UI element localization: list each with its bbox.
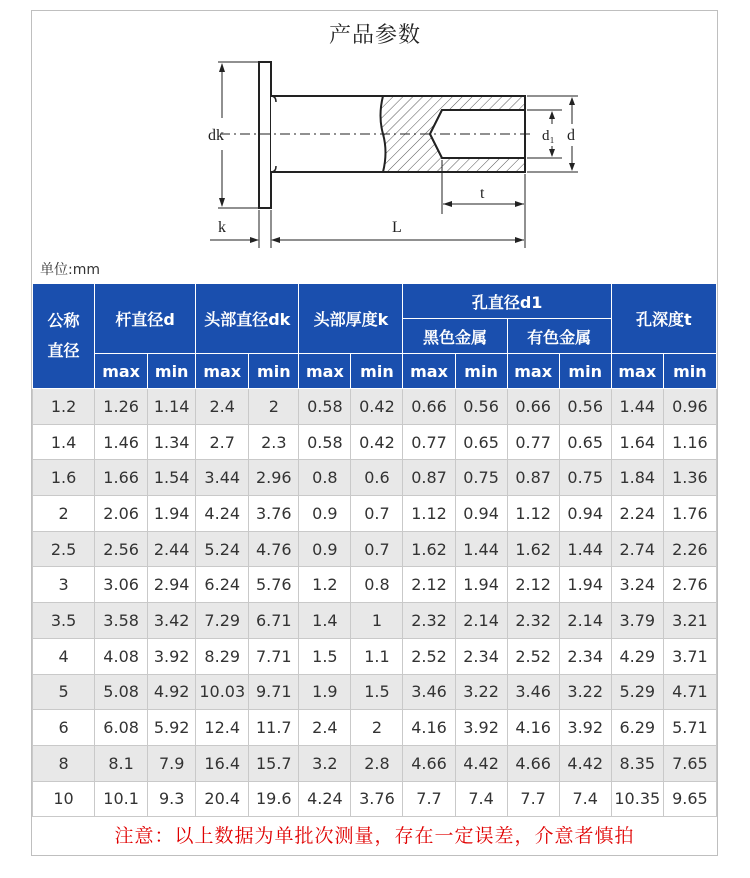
header-rod-diameter: 杆直径d [95,284,196,354]
value-cell: 0.77 [403,424,455,460]
value-cell: 2.26 [663,531,716,567]
value-cell: 4.42 [559,745,611,781]
value-cell: 3.22 [455,674,507,710]
value-cell: 7.9 [148,745,196,781]
header-nonferrous-metal: 有色金属 [507,319,611,354]
value-cell: 15.7 [249,745,299,781]
unit-label: 单位:mm [40,262,100,278]
value-cell: 0.66 [403,389,455,425]
value-cell: 2.4 [299,710,351,746]
value-cell: 0.7 [351,496,403,532]
t-label: t [480,185,485,202]
value-cell: 0.58 [299,424,351,460]
value-cell: 1.62 [507,531,559,567]
value-cell: 2.7 [196,424,249,460]
header-max: max [611,354,663,389]
value-cell: 4.16 [507,710,559,746]
nominal-cell: 2 [33,496,95,532]
value-cell: 1.94 [148,496,196,532]
value-cell: 19.6 [249,781,299,817]
value-cell: 4.66 [507,745,559,781]
value-cell: 3.92 [148,638,196,674]
value-cell: 1.64 [611,424,663,460]
value-cell: 1.9 [299,674,351,710]
value-cell: 6.71 [249,603,299,639]
value-cell: 2.34 [559,638,611,674]
value-cell: 1.84 [611,460,663,496]
value-cell: 3.76 [249,496,299,532]
value-cell: 1.2 [299,567,351,603]
table-row [33,745,717,781]
value-cell: 1.94 [559,567,611,603]
value-cell: 7.7 [403,781,455,817]
value-cell: 3.44 [196,460,249,496]
value-cell: 20.4 [196,781,249,817]
value-cell: 0.56 [559,389,611,425]
value-cell: 3.42 [148,603,196,639]
value-cell: 2.32 [507,603,559,639]
value-cell: 6.24 [196,567,249,603]
value-cell: 3.2 [299,745,351,781]
value-cell: 11.7 [249,710,299,746]
header-max: max [299,354,351,389]
value-cell: 1.44 [559,531,611,567]
value-cell: 0.75 [455,460,507,496]
value-cell: 0.66 [507,389,559,425]
value-cell: 0.77 [507,424,559,460]
table-row [33,603,717,639]
value-cell: 1.44 [455,531,507,567]
value-cell: 3.46 [507,674,559,710]
value-cell: 0.75 [559,460,611,496]
value-cell: 1.16 [663,424,716,460]
value-cell: 0.87 [403,460,455,496]
value-cell: 0.8 [351,567,403,603]
value-cell: 9.65 [663,781,716,817]
value-cell: 0.56 [455,389,507,425]
value-cell: 2.12 [507,567,559,603]
value-cell: 0.42 [351,389,403,425]
nominal-cell: 6 [33,710,95,746]
value-cell: 16.4 [196,745,249,781]
value-cell: 1.44 [611,389,663,425]
value-cell: 7.7 [507,781,559,817]
value-cell: 0.8 [299,460,351,496]
value-cell: 3.58 [95,603,148,639]
value-cell: 12.4 [196,710,249,746]
value-cell: 0.65 [559,424,611,460]
value-cell: 2.4 [196,389,249,425]
value-cell: 7.65 [663,745,716,781]
value-cell: 1.94 [455,567,507,603]
value-cell: 1.34 [148,424,196,460]
header-hole-diameter: 孔直径d1 [403,284,611,319]
value-cell: 6.08 [95,710,148,746]
value-cell: 4.92 [148,674,196,710]
value-cell: 7.4 [455,781,507,817]
value-cell: 2.52 [403,638,455,674]
table-row [33,781,717,817]
nominal-cell: 10 [33,781,95,817]
header-min: min [455,354,507,389]
value-cell: 2.94 [148,567,196,603]
value-cell: 3.79 [611,603,663,639]
value-cell: 0.6 [351,460,403,496]
value-cell: 9.71 [249,674,299,710]
value-cell: 4.24 [196,496,249,532]
value-cell: 3.22 [559,674,611,710]
value-cell: 2.44 [148,531,196,567]
value-cell: 10.03 [196,674,249,710]
value-cell: 5.71 [663,710,716,746]
value-cell: 1.46 [95,424,148,460]
spec-table [32,283,717,817]
value-cell: 0.94 [455,496,507,532]
value-cell: 1.12 [507,496,559,532]
value-cell: 4.24 [299,781,351,817]
value-cell: 0.9 [299,496,351,532]
disclaimer-note: 注意：以上数据为单批次测量，存在一定误差，介意者慎拍 [114,825,635,847]
value-cell: 2.8 [351,745,403,781]
value-cell: 2.14 [455,603,507,639]
value-cell: 2.56 [95,531,148,567]
value-cell: 3.76 [351,781,403,817]
value-cell: 4.66 [403,745,455,781]
nominal-cell: 3.5 [33,603,95,639]
value-cell: 3.21 [663,603,716,639]
value-cell: 0.42 [351,424,403,460]
d-label: d [567,127,575,144]
page-title: 产品参数 [328,23,421,48]
value-cell: 2.12 [403,567,455,603]
value-cell: 7.71 [249,638,299,674]
value-cell: 1.36 [663,460,716,496]
k-label: k [218,219,226,236]
value-cell: 2 [351,710,403,746]
value-cell: 6.29 [611,710,663,746]
header-hole-depth: 孔深度t [611,284,716,354]
header-black-metal: 黑色金属 [403,319,507,354]
value-cell: 2.06 [95,496,148,532]
header-max: max [403,354,455,389]
table-row [33,531,717,567]
header-head-thickness: 头部厚度k [299,284,403,354]
value-cell: 8.35 [611,745,663,781]
value-cell: 4.16 [403,710,455,746]
value-cell: 9.3 [148,781,196,817]
nominal-cell: 2.5 [33,531,95,567]
value-cell: 2.76 [663,567,716,603]
value-cell: 2.34 [455,638,507,674]
value-cell: 7.29 [196,603,249,639]
value-cell: 5.92 [148,710,196,746]
header-max: max [507,354,559,389]
value-cell: 1.4 [299,603,351,639]
value-cell: 1.26 [95,389,148,425]
value-cell: 8.29 [196,638,249,674]
value-cell: 3.06 [95,567,148,603]
header-min: min [663,354,716,389]
value-cell: 0.94 [559,496,611,532]
value-cell: 0.9 [299,531,351,567]
header-head-diameter: 头部直径dk [196,284,299,354]
value-cell: 3.46 [403,674,455,710]
value-cell: 4.29 [611,638,663,674]
d1-label: d₁ [542,128,555,144]
table-row [33,424,717,460]
value-cell: 0.87 [507,460,559,496]
table-row [33,567,717,603]
nominal-cell: 8 [33,745,95,781]
value-cell: 4.08 [95,638,148,674]
value-cell: 1.5 [299,638,351,674]
value-cell: 0.7 [351,531,403,567]
value-cell: 3.92 [559,710,611,746]
value-cell: 1.76 [663,496,716,532]
header-max: max [196,354,249,389]
value-cell: 4.76 [249,531,299,567]
value-cell: 4.71 [663,674,716,710]
value-cell: 5.76 [249,567,299,603]
header-max: max [95,354,148,389]
header-min: min [148,354,196,389]
value-cell: 2.3 [249,424,299,460]
value-cell: 2.96 [249,460,299,496]
value-cell: 5.08 [95,674,148,710]
value-cell: 1.5 [351,674,403,710]
L-label: L [392,219,402,236]
value-cell: 4.42 [455,745,507,781]
value-cell: 1.1 [351,638,403,674]
value-cell: 5.29 [611,674,663,710]
value-cell: 5.24 [196,531,249,567]
table-row [33,496,717,532]
rivet-diagram [180,52,600,252]
value-cell: 0.65 [455,424,507,460]
value-cell: 2.52 [507,638,559,674]
value-cell: 1.62 [403,531,455,567]
header-min: min [351,354,403,389]
dk-label: dk [208,127,224,144]
value-cell: 1.66 [95,460,148,496]
value-cell: 0.58 [299,389,351,425]
value-cell: 1 [351,603,403,639]
value-cell: 3.92 [455,710,507,746]
value-cell: 2.32 [403,603,455,639]
header-min: min [249,354,299,389]
header-min: min [559,354,611,389]
table-row [33,674,717,710]
value-cell: 1.12 [403,496,455,532]
value-cell: 2.74 [611,531,663,567]
value-cell: 3.24 [611,567,663,603]
value-cell: 1.14 [148,389,196,425]
nominal-cell: 1.2 [33,389,95,425]
value-cell: 1.54 [148,460,196,496]
table-row [33,710,717,746]
value-cell: 10.35 [611,781,663,817]
nominal-cell: 1.4 [33,424,95,460]
value-cell: 2.24 [611,496,663,532]
table-row [33,638,717,674]
header-nominal: 公称 直径 [33,284,95,389]
value-cell: 2.14 [559,603,611,639]
table-row [33,460,717,496]
nominal-cell: 1.6 [33,460,95,496]
nominal-cell: 4 [33,638,95,674]
value-cell: 8.1 [95,745,148,781]
value-cell: 0.96 [663,389,716,425]
nominal-cell: 3 [33,567,95,603]
value-cell: 3.71 [663,638,716,674]
value-cell: 2 [249,389,299,425]
table-row [33,389,717,425]
value-cell: 7.4 [559,781,611,817]
value-cell: 10.1 [95,781,148,817]
nominal-cell: 5 [33,674,95,710]
